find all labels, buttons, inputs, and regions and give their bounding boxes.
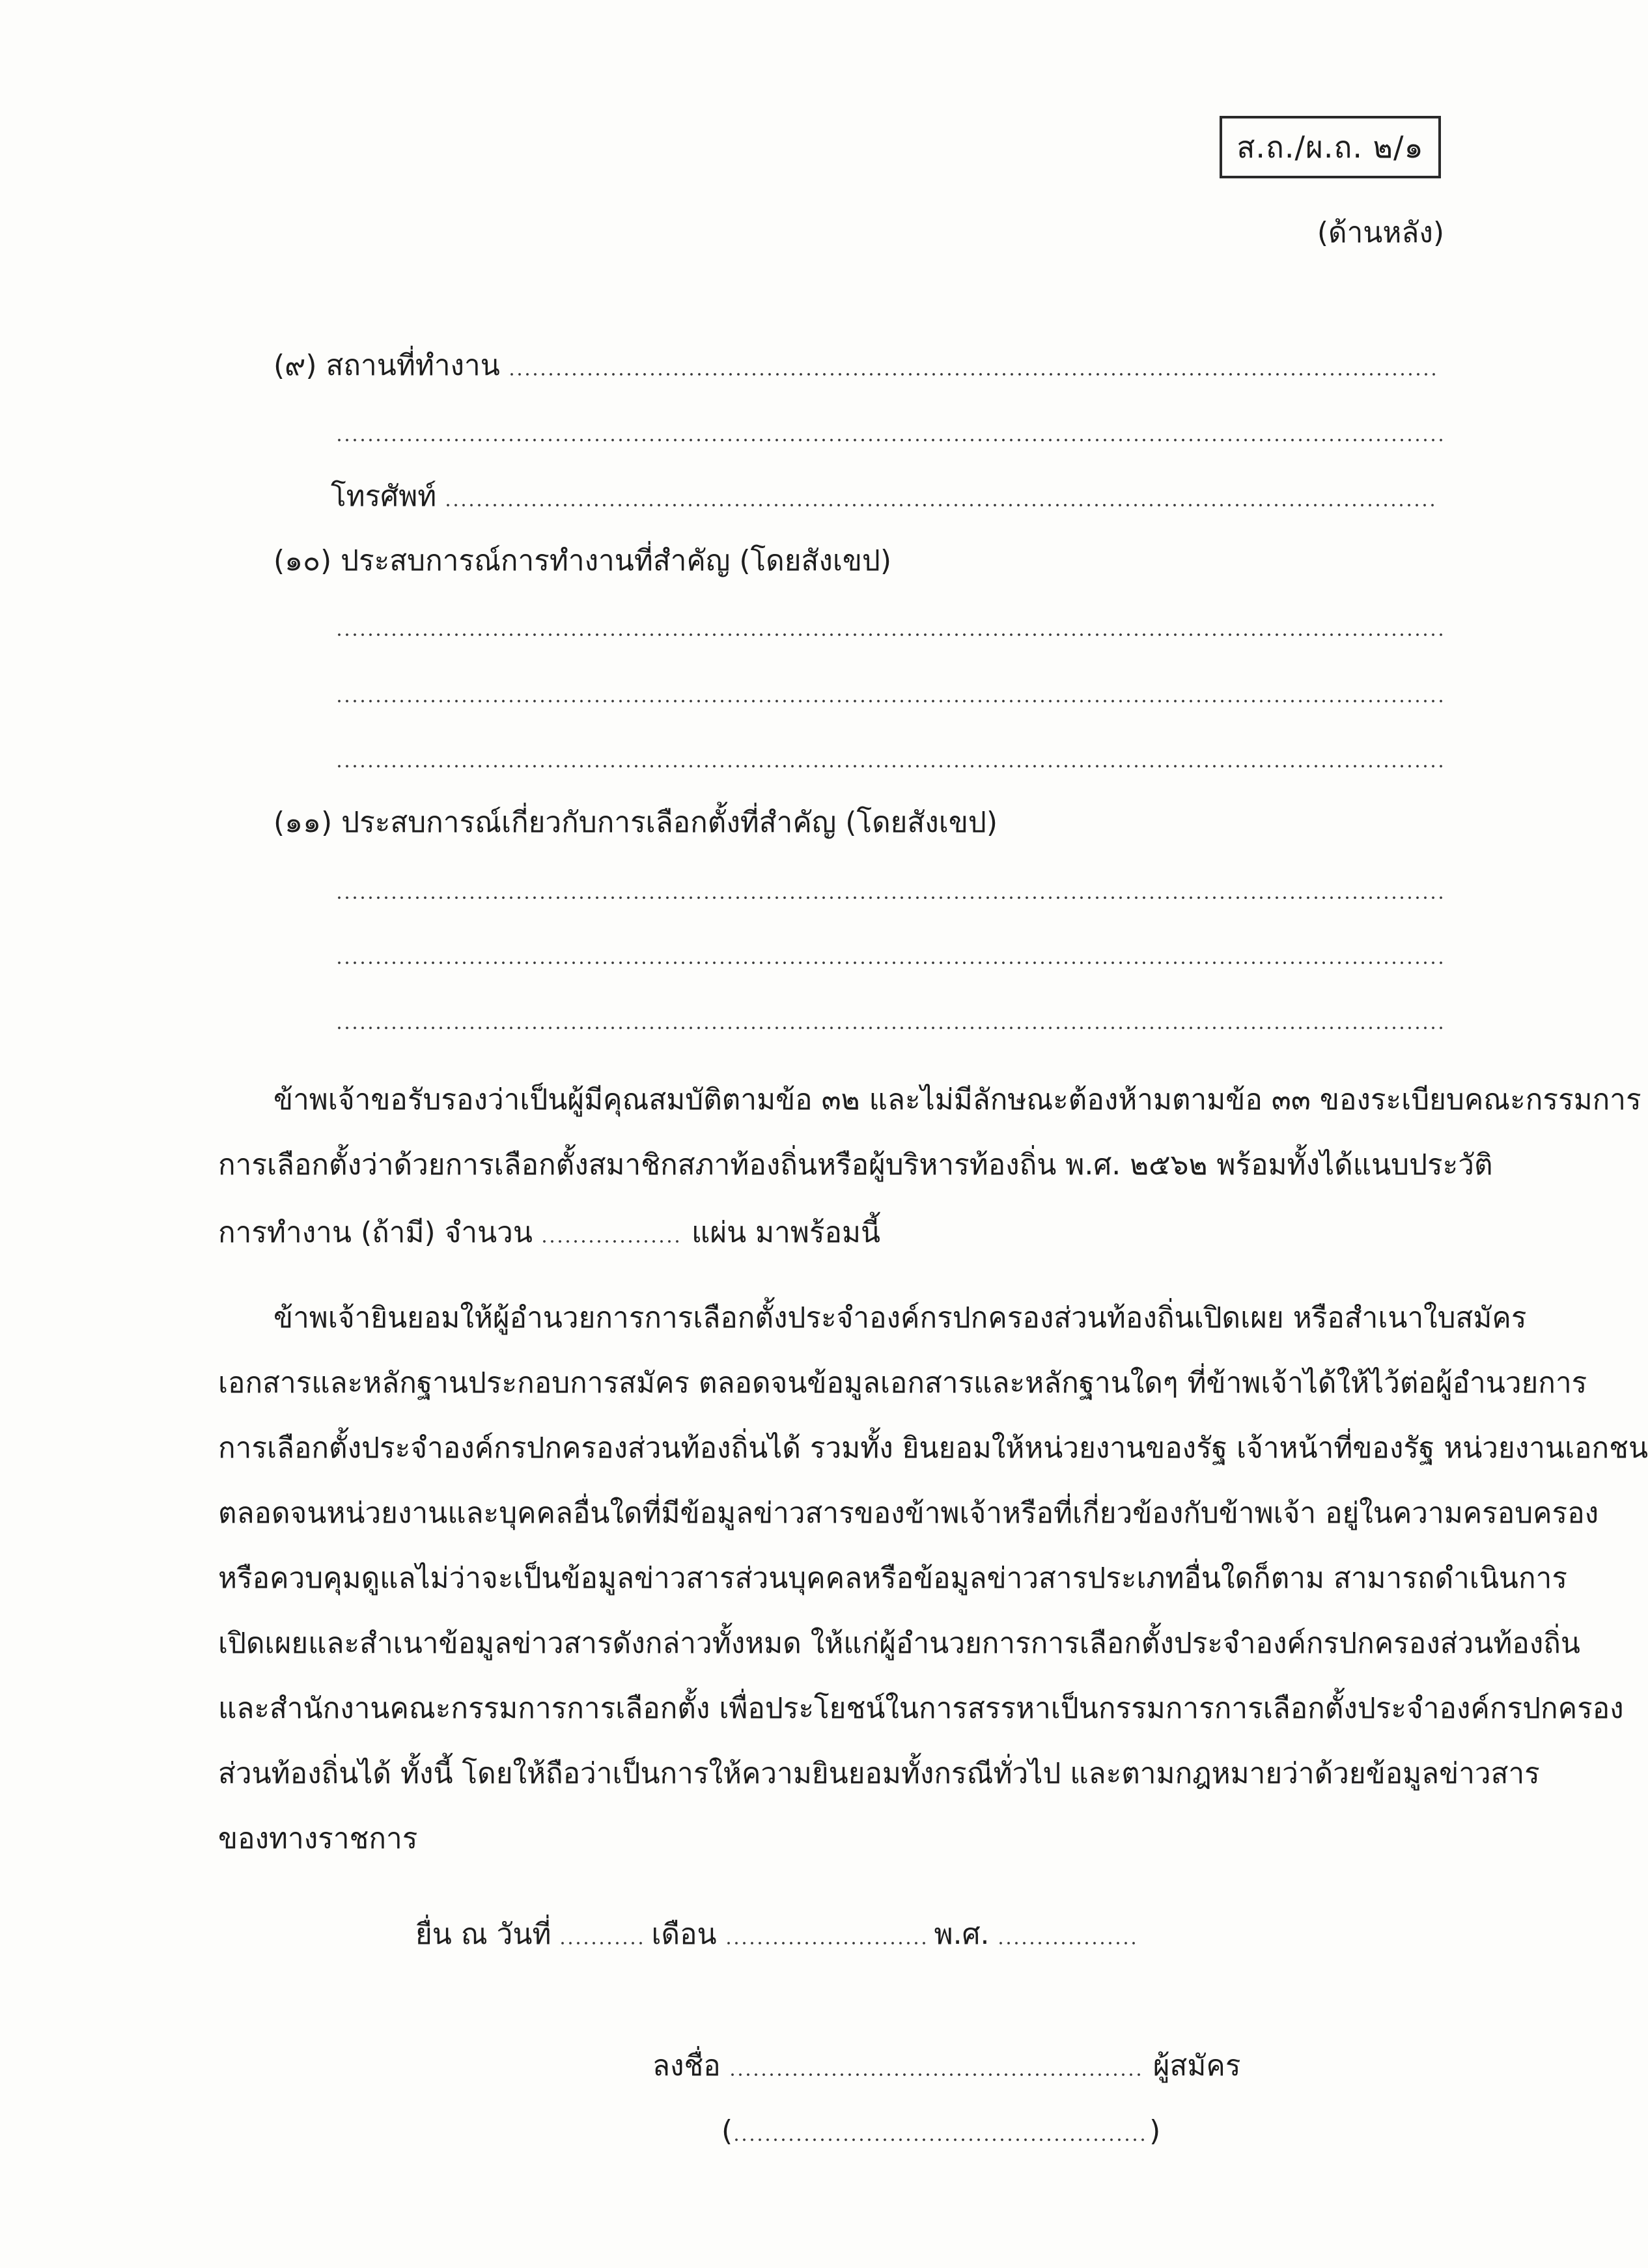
certification-paragraph [218, 1068, 1641, 1198]
applicant-label: ผู้สมัคร [1152, 2049, 1241, 2082]
certification-line-1: ข้าพเจ้าขอรับรองว่าเป็นผู้มีคุณสมบัติตามข้อ ๓๒ และไม่มีลักษณะต้องห้ามตามข้อ ๓๓ ของระเบียบคณะกรรมการ [273, 1083, 1641, 1116]
consent-line-4: ตลอดจนหน่วยงานและบุคคลอื่นใดที่มีข้อมูลข่าวสารของข้าพเจ้าหรือที่เกี่ยวข้องกับข้าพเจ้า อยู่ในความครอบครอง [218, 1497, 1599, 1530]
election-experience-field-3[interactable] [335, 1025, 1445, 1031]
election-experience-line-1 [335, 871, 1445, 907]
election-experience-field-1[interactable] [335, 894, 1445, 901]
workplace-label: (๙) สถานที่ทำงาน [273, 349, 500, 382]
consent-line-5: หรือควบคุมดูแลไม่ว่าจะเป็นข้อมูลข่าวสารส่วนบุคคลหรือข้อมูลข่าวสารประเภทอื่นใดก็ตาม สามารถดำเนินการ [218, 1562, 1567, 1595]
certification-line-2: การเลือกตั้งว่าด้วยการเลือกตั้งสมาชิกสภาท้องถิ่นหรือผู้บริหารท้องถิ่น พ.ศ. ๒๕๖๒ พร้อมทั้งได้แนบประวัติ [218, 1148, 1493, 1182]
consent-line-7: และสำนักงานคณะกรรมการการเลือกตั้ง เพื่อประโยชน์ในการสรรหาเป็นกรรมการการเลือกตั้งประจำองค์กรปกครอง [218, 1692, 1624, 1725]
submission-prefix: ยื่น ณ วันที่ [415, 1918, 552, 1951]
consent-line-3: การเลือกตั้งประจำองค์กรปกครองส่วนท้องถิ่นได้ รวมทั้ง ยินยอมให้หน่วยงานของรัฐ เจ้าหน้าที่ของรัฐ หน่วยงานเอกชน [218, 1431, 1648, 1465]
printed-name-row [721, 2113, 1160, 2150]
month-label: เดือน [651, 1918, 717, 1951]
signature-field[interactable] [729, 2071, 1145, 2078]
workplace-field[interactable] [508, 371, 1439, 378]
attachment-count-field[interactable] [540, 1238, 684, 1245]
submission-date-row [415, 1916, 1140, 1953]
workplace-row-2 [335, 413, 1445, 450]
consent-line-8: ส่วนท้องถิ่นได้ ทั้งนี้ โดยให้ถือว่าเป็นการให้ความยินยอมทั้งกรณีทั่วไป และตามกฎหมายว่าด้วยข้อมูลข่าวสาร [218, 1757, 1540, 1790]
back-side-note: (ด้านหลัง) [1317, 216, 1444, 249]
consent-line-2: เอกสารและหลักฐานประกอบการสมัคร ตลอดจนข้อมูลเอกสารและหลักฐานใดๆ ที่ข้าพเจ้าได้ให้ไว้ต่อผู้อำนวยการ [218, 1366, 1587, 1400]
consent-line-6: เปิดเผยและสำเนาข้อมูลข่าวสารดังกล่าวทั้งหมด ให้แก่ผู้อำนวยการการเลือกตั้งประจำองค์กรปกครองส่วนท้องถิ่น [218, 1627, 1580, 1660]
open-paren: ( [721, 2114, 733, 2148]
sign-label: ลงชื่อ [652, 2049, 721, 2082]
work-experience-field-1[interactable] [335, 631, 1445, 638]
consent-paragraph [218, 1286, 1648, 1872]
printed-name-field[interactable] [733, 2137, 1149, 2143]
work-experience-line-3 [335, 740, 1445, 776]
year-label: พ.ศ. [934, 1918, 990, 1951]
day-field[interactable] [559, 1940, 643, 1946]
consent-line-1: ข้าพเจ้ายินยอมให้ผู้อำนวยการการเลือกตั้งประจำองค์กรปกครองส่วนท้องถิ่นเปิดเผย หรือสำเนาใบสมัคร [273, 1301, 1527, 1335]
attachment-suffix: แผ่น มาพร้อมนี้ [691, 1216, 881, 1249]
phone-label: โทรศัพท์ [331, 480, 437, 513]
election-experience-line-3 [335, 1001, 1445, 1038]
close-paren: ) [1149, 2114, 1161, 2148]
consent-line-9: ของทางราชการ [218, 1822, 418, 1855]
election-experience-title: (๑๑) ประสบการณ์เกี่ยวกับการเลือกตั้งที่สำคัญ (โดยสังเขป) [273, 806, 998, 839]
work-experience-field-3[interactable] [335, 763, 1445, 769]
month-field[interactable] [725, 1940, 927, 1946]
work-experience-field-2[interactable] [335, 698, 1445, 704]
work-experience-line-2 [335, 674, 1445, 711]
attachment-count-row [218, 1215, 880, 1251]
election-experience-line-2 [335, 936, 1445, 973]
form-code: ส.ถ./ผ.ถ. ๒/๑ [1236, 129, 1424, 165]
phone-row [331, 478, 1439, 515]
work-experience-title: (๑๐) ประสบการณ์การทำงานที่สำคัญ (โดยสังเขป) [273, 544, 892, 577]
attachment-prefix: การทำงาน (ถ้ามี) จำนวน [218, 1216, 533, 1249]
phone-field[interactable] [444, 502, 1439, 508]
work-experience-line-1 [335, 608, 1445, 644]
election-experience-field-2[interactable] [335, 960, 1445, 966]
form-code-box [1220, 116, 1441, 178]
workplace-row [273, 348, 1439, 384]
year-field[interactable] [997, 1940, 1140, 1946]
signature-row [652, 2048, 1240, 2084]
workplace-field-2[interactable] [335, 437, 1445, 443]
